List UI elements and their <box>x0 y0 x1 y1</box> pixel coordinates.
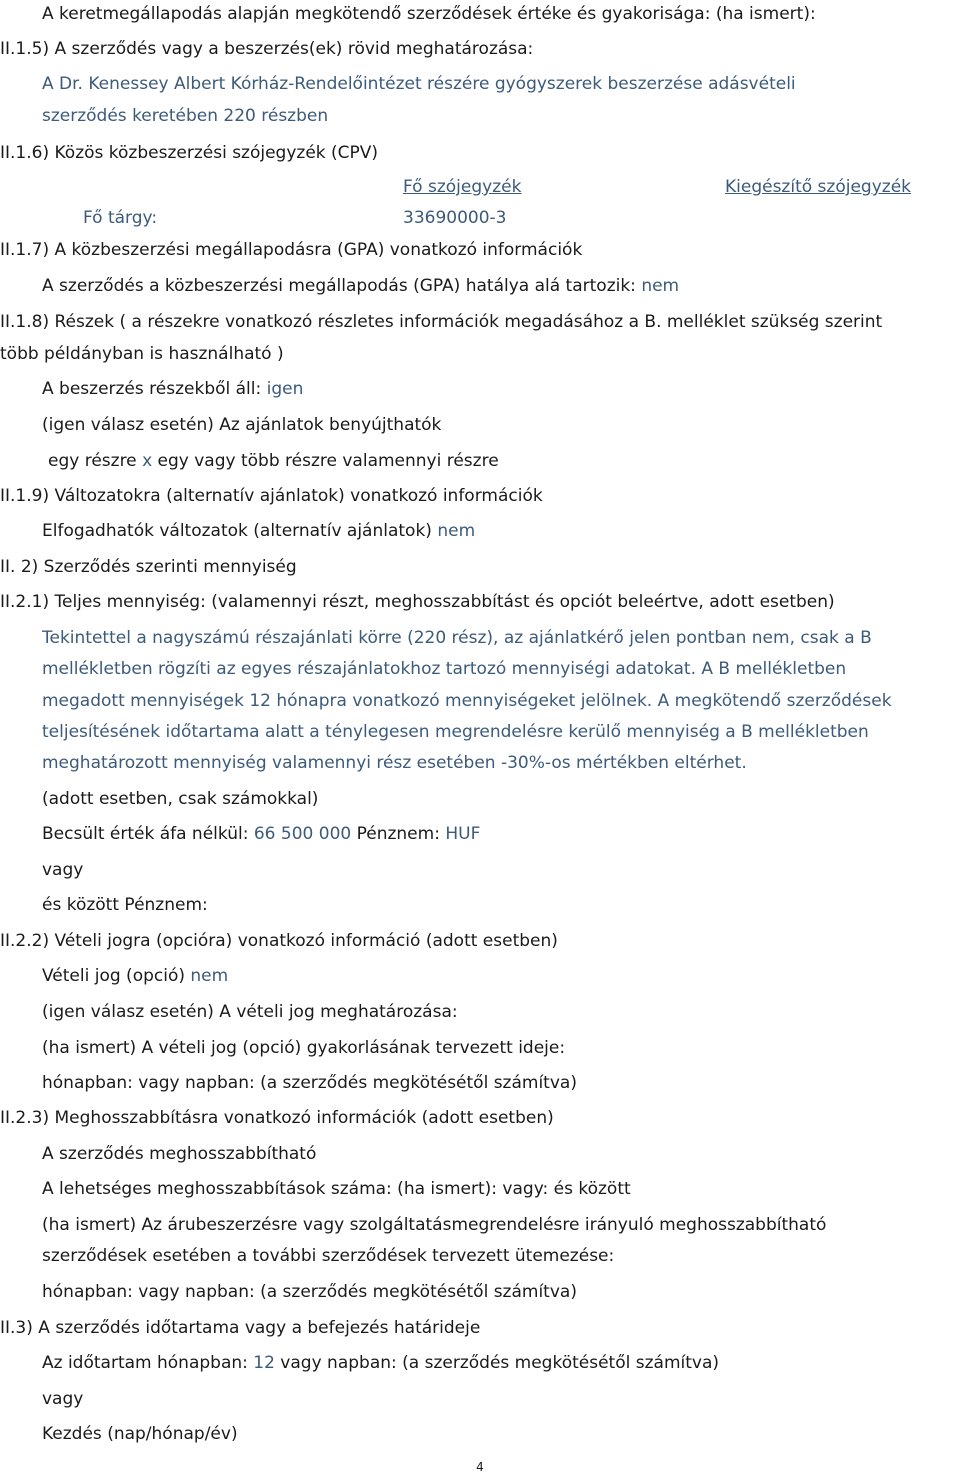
page-number: 4 <box>476 1460 484 1474</box>
parts-value: igen <box>266 379 304 399</box>
option-one-part: egy részre <box>48 451 143 471</box>
quantity-para-4: teljesítésének időtartama alatt a ténylegesen megrendelésre kerülő mennyiség a B mellékletben <box>42 722 869 742</box>
offers-options-line <box>48 450 499 472</box>
short-description-line-2: szerződés keretében 220 részben <box>42 106 329 126</box>
extendable-line: A szerződés meghosszabbítható <box>42 1144 317 1164</box>
or-line-1: vagy <box>42 860 84 880</box>
extension-schedule-line-1: (ha ismert) Az árubeszerzésre vagy szolgáltatásmegrendelésre irányuló meghosszabbítható <box>42 1215 827 1235</box>
section-ii-1-8-cont: több példányban is használható ) <box>0 344 284 364</box>
parts-line <box>42 378 303 400</box>
duration-label: Az időtartam hónapban: <box>42 1353 254 1373</box>
short-description-line-1: A Dr. Kenessey Albert Kórház-Rendelőintézet részére gyógyszerek beszerzése adásvételi <box>42 74 796 94</box>
option-months-line: hónapban: vagy napban: (a szerződés megkötésétől számítva) <box>42 1073 577 1093</box>
duration-line <box>42 1352 719 1374</box>
gpa-value: nem <box>641 276 680 296</box>
cpv-main-header: Fő szójegyzék <box>403 177 522 197</box>
start-date-line: Kezdés (nap/hónap/év) <box>42 1424 238 1444</box>
duration-rest: vagy napban: (a szerződés megkötésétől számítva) <box>274 1353 719 1373</box>
extensions-count-line: A lehetséges meghosszabbítások száma: (ha ismert): vagy: és között <box>42 1179 631 1199</box>
cpv-supplementary-header: Kiegészítő szójegyzék <box>725 177 911 197</box>
offers-submit-line: (igen válasz esetén) Az ajánlatok benyújthatók <box>42 415 442 435</box>
quantity-para-5: meghatározott mennyiség valamennyi rész esetében -30%-os mértékben eltérhet. <box>42 753 747 773</box>
option-value: nem <box>190 966 229 986</box>
section-ii-2-3: II.2.3) Meghosszabbításra vonatkozó információk (adott esetben) <box>0 1108 554 1128</box>
section-ii-1-7: II.1.7) A közbeszerzési megállapodásra (GPA) vonatkozó információk <box>0 240 583 260</box>
gpa-label: A szerződés a közbeszerzési megállapodás (GPA) hatálya alá tartozik: <box>42 276 642 296</box>
currency-value: HUF <box>445 824 481 844</box>
extension-months-line: hónapban: vagy napban: (a szerződés megkötésétől számítva) <box>42 1282 577 1302</box>
option-rest: egy vagy több részre valamennyi részre <box>152 451 499 471</box>
estimated-value: 66 500 000 <box>253 824 352 844</box>
section-ii-1-6: II.1.6) Közös közbeszerzési szójegyzék (CPV) <box>0 143 379 163</box>
currency-label: Pénznem: <box>351 824 446 844</box>
option-timing-line: (ha ismert) A vételi jog (opció) gyakorlásának tervezett ideje: <box>42 1038 566 1058</box>
quantity-para-2: mellékletben rögzíti az egyes részajánlatokhoz tartozó mennyiségi adatokat. A B mellékletben <box>42 659 847 679</box>
variants-line <box>42 520 475 542</box>
section-ii-2: II. 2) Szerződés szerinti mennyiség <box>0 557 297 577</box>
numbers-only-note: (adott esetben, csak számokkal) <box>42 789 319 809</box>
section-ii-2-1: II.2.1) Teljes mennyiség: (valamennyi részt, meghosszabbítást és opciót beleértve, adott esetben) <box>0 592 835 612</box>
cpv-main-label: Fő tárgy: <box>83 208 158 228</box>
section-ii-1-8: II.1.8) Részek ( a részekre vonatkozó részletes információk megadásához a B. melléklet szükség szerint <box>0 312 883 332</box>
cpv-code: 33690000-3 <box>403 208 507 228</box>
quantity-para-3: megadott mennyiségek 12 hónapra vonatkozó mennyiségeket jelölnek. A megkötendő szerződések <box>42 691 892 711</box>
option-definition-line: (igen válasz esetén) A vételi jog meghatározása: <box>42 1002 458 1022</box>
section-ii-3: II.3) A szerződés időtartama vagy a befejezés határideje <box>0 1318 481 1338</box>
line-framework-value: A keretmegállapodás alapján megkötendő szerződések értéke és gyakorisága: (ha ismert): <box>42 4 816 24</box>
estimated-value-line <box>42 823 480 845</box>
extension-schedule-line-2: szerződések esetében a további szerződések tervezett ütemezése: <box>42 1246 615 1266</box>
variants-label: Elfogadhatók változatok (alternatív ajánlatok) <box>42 521 438 541</box>
variants-value: nem <box>437 521 476 541</box>
section-ii-1-9: II.1.9) Változatokra (alternatív ajánlatok) vonatkozó információk <box>0 486 543 506</box>
section-ii-1-5: II.1.5) A szerződés vagy a beszerzés(ek) rövid meghatározása: <box>0 39 534 59</box>
section-ii-2-2: II.2.2) Vételi jogra (opcióra) vonatkozó információ (adott esetben) <box>0 931 558 951</box>
parts-label: A beszerzés részekből áll: <box>42 379 267 399</box>
option-marker: x <box>142 451 153 471</box>
option-line <box>42 965 228 987</box>
range-currency-line: és között Pénznem: <box>42 895 208 915</box>
option-label: Vételi jog (opció) <box>42 966 191 986</box>
estimated-value-label: Becsült érték áfa nélkül: <box>42 824 254 844</box>
duration-value: 12 <box>253 1353 275 1373</box>
or-line-2: vagy <box>42 1389 84 1409</box>
gpa-line <box>42 275 679 297</box>
quantity-para-1: Tekintettel a nagyszámú részajánlati körre (220 rész), az ajánlatkérő jelen pontban nem, csak a B <box>42 628 872 648</box>
